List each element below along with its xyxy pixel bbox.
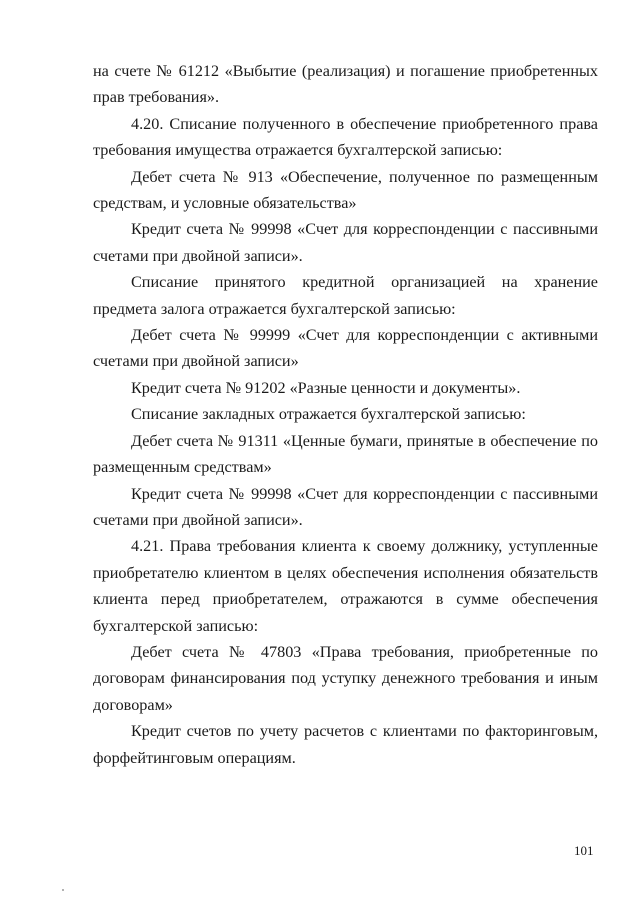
paragraph-debit-913: Дебет счета № 913 «Обеспечение, полученное по размещенным средствам, и условные обязательства» (93, 167, 598, 213)
paragraph-mortgage-writeoff: Списание закладных отражается бухгалтерской записью: (131, 405, 526, 424)
paragraph-credit-91202: Кредит счета № 91202 «Разные ценности и документы». (131, 378, 521, 397)
paragraph-credit-99998-b: Кредит счета № 99998 «Счет для корреспонденции с пассивными счетами при двойной записи». (93, 484, 598, 529)
paragraph-debit-91311: Дебет счета № 91311 «Ценные бумаги, принятые в обеспечение по размещенным средствам» (93, 431, 598, 477)
paragraph-collateral-writeoff: Списание принятого кредитной организацией на хранение предмета залога отражается бухгалтерской записью: (93, 273, 598, 318)
paragraph-account-61212: на счете № 61212 «Выбытие (реализация) и погашение приобретенных прав требования». (93, 62, 598, 107)
paragraph-4-20: 4.20. Списание полученного в обеспечение приобретенного права требования имущества отражается бухгалтерской записью: (93, 114, 598, 160)
scan-artifact (62, 889, 64, 891)
paragraph-4-21: 4.21. Права требования клиента к своему должнику, уступленные приобретателю клиентом в целях обеспечения исполнения обязательств клиента перед приобретателем, отражаются в сумме обеспечения бухгалтерской записью: (93, 537, 598, 635)
paragraph-credit-factoring: Кредит счетов по учету расчетов с клиентами по факторинговым, форфейтинговым операциям. (93, 722, 598, 767)
page-number: 101 (574, 843, 594, 858)
paragraph-debit-47803: Дебет счета № 47803 «Права требования, приобретенные по договорам финансирования под уступку денежного требования и иным договорам» (93, 642, 598, 714)
paragraph-debit-99999: Дебет счета № 99999 «Счет для корреспонденции с активными счетами при двойной записи» (93, 326, 598, 371)
document-page (93, 58, 598, 771)
paragraph-credit-99998-a: Кредит счета № 99998 «Счет для корреспонденции с пассивными счетами при двойной записи». (93, 220, 598, 265)
